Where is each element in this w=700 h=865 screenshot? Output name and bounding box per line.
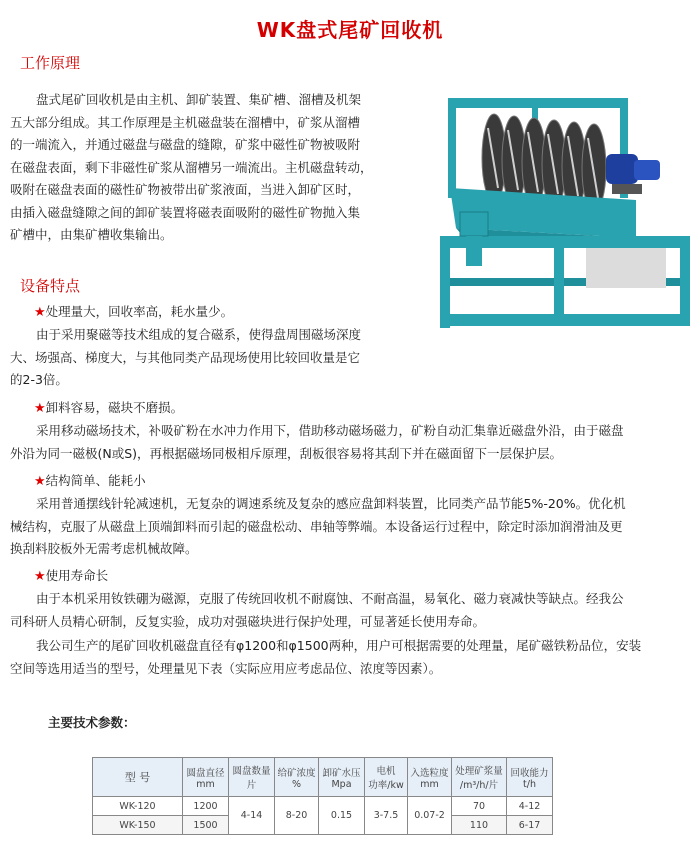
header-cell: 圆盘数量 片 [229, 758, 275, 797]
tailings-recovery-machine-illustration [436, 88, 698, 340]
feature-line: 司科研人员精心研制，反复实验，成功对强磁块进行保护处理，可显著延长使用寿命。 [10, 613, 486, 629]
feature-body-1 [10, 324, 440, 392]
feature-line: 换刮料胶板外无需考虑机械故障。 [10, 541, 198, 556]
size-cell: 0.07-2 [408, 797, 452, 835]
feature-line: 采用普通摆线针轮减速机，无复杂的调速系统及复杂的感应盘卸料装置，比同类产品节能5%-20%。优化机 [36, 496, 626, 511]
feature-line: 由于采用聚磁等技术组成的复合磁系，使得盘周围磁场深度 [36, 327, 362, 342]
header-cell: 回收能力 t/h [507, 758, 553, 797]
page-title: WK盘式尾矿回收机 [256, 18, 444, 42]
feature-title-1 [34, 301, 233, 324]
feature-title-3 [34, 470, 146, 493]
principle-line: 吸附在磁盘表面的磁性矿物被带出矿浆液面，当进入卸矿区时， [10, 182, 361, 197]
section-heading-principle: 工作原理 [20, 54, 81, 72]
capacity-cell: 6-17 [507, 816, 553, 835]
section-heading-features: 设备特点 [20, 277, 81, 295]
pressure-cell: 0.15 [319, 797, 365, 835]
header-cell: 圆盘直径 mm [183, 758, 229, 797]
feature-body-3 [10, 493, 700, 561]
header-cell: 给矿浓度 % [275, 758, 319, 797]
principle-line: 在磁盘表面，剩下非磁性矿浆从溜槽另一端流出。主机磁盘转动， [10, 159, 373, 175]
concentration-cell: 8-20 [275, 797, 319, 835]
feature-body-2 [10, 420, 700, 465]
header-cell: 处理矿浆量 /m³/h/片 [452, 758, 507, 797]
header-cell: 卸矿水压 Mpa [319, 758, 365, 797]
closing-paragraph [10, 635, 700, 680]
feature-line: 械结构，克服了从磁盘上顶端卸料而引起的磁盘松动、串轴等弊端。本设备运行过程中，除定时添加润滑油及更 [10, 518, 623, 534]
feature-title-text: 处理量大，回收率高，耗水量少。 [45, 304, 234, 319]
star-icon: ★ [34, 305, 46, 320]
principle-line: 盘式尾矿回收机是由主机、卸矿装置、集矿槽、溜槽及机架 [36, 92, 362, 107]
feature-line: 的2-3倍。 [10, 372, 68, 387]
flow-cell: 110 [452, 816, 507, 835]
feature-line: 由于本机采用钕铁硼为磁源，克服了传统回收机不耐腐蚀、不耐高温，易氧化、磁力衰减快等缺点。经我公 [36, 591, 624, 606]
feature-body-4 [10, 588, 700, 633]
spec-table-wrapper [92, 757, 553, 835]
principle-line: 矿槽中，由集矿槽收集输出。 [10, 227, 173, 242]
machine-photo [436, 88, 698, 340]
spec-heading: 主要技术参数： [48, 715, 136, 730]
principle-paragraph [10, 89, 430, 247]
feature-title-text: 结构简单、能耗小 [45, 473, 146, 488]
principle-line: 的一端流入，并通过磁盘与磁盘的缝隙，矿浆中磁性矿物被吸附 [10, 137, 361, 152]
model-cell: WK-150 [93, 816, 183, 835]
feature-title-text: 使用寿命长 [45, 568, 109, 583]
feature-title-4 [34, 565, 108, 588]
closing-line: 我公司生产的尾矿回收机磁盘直径有φ1200和φ1500两种，用户可根据需要的处理量，尾矿磁铁粉品位，安装 [36, 638, 642, 653]
feature-line: 采用移动磁场技术，补吸矿粉在水冲力作用下，借助移动磁场磁力，矿粉自动汇集靠近磁盘外沿，由于磁盘 [36, 423, 624, 438]
diameter-cell: 1200 [183, 797, 229, 816]
header-cell: 入选粒度 mm [408, 758, 452, 797]
power-cell: 3-7.5 [365, 797, 408, 835]
header-cell: 电机 功率/kw [365, 758, 408, 797]
closing-line: 空间等选用适当的型号，处理量见下表（实际应用应考虑品位、浓度等因素）。 [10, 660, 442, 676]
model-cell: WK-120 [93, 797, 183, 816]
flow-cell: 70 [452, 797, 507, 816]
feature-title-2 [34, 397, 183, 420]
header-cell: 型 号 [93, 758, 183, 797]
table-row [93, 797, 553, 816]
spec-header-row [93, 758, 553, 797]
diameter-cell: 1500 [183, 816, 229, 835]
discs-cell: 4-14 [229, 797, 275, 835]
star-icon: ★ [34, 569, 46, 584]
feature-title-text: 卸料容易，磁块不磨损。 [45, 400, 184, 415]
star-icon: ★ [34, 474, 46, 489]
spec-table [92, 757, 553, 835]
capacity-cell: 4-12 [507, 797, 553, 816]
principle-line: 五大部分组成。其工作原理是主机磁盘装在溜槽中，矿浆从溜槽 [10, 114, 361, 130]
feature-line: 外沿为同一磁极(N或S)，再根据磁场同极相斥原理，刮板很容易将其刮下并在磁面留下一层保护层。 [10, 445, 563, 461]
star-icon: ★ [34, 401, 46, 416]
principle-line: 由插入磁盘缝隙之间的卸矿装置将磁表面吸附的磁性矿物抛入集 [10, 204, 361, 220]
feature-line: 大、场强高、梯度大，与其他同类产品现场使用比较回收量是它 [10, 349, 361, 365]
